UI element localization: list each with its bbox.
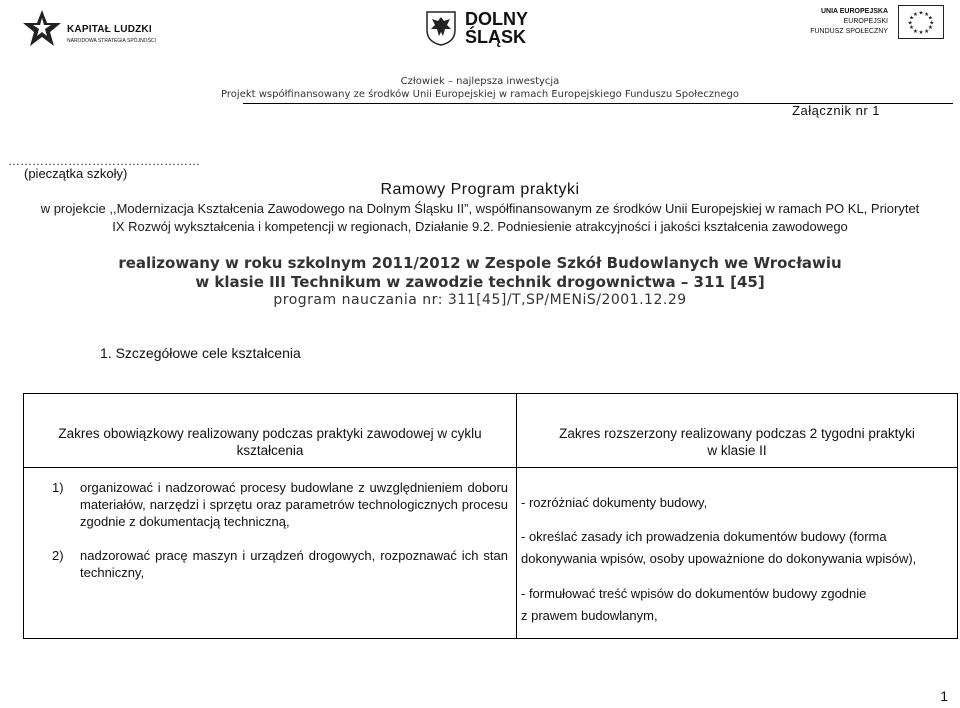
mandatory-cell <box>52 479 508 581</box>
svg-text:★: ★ <box>909 15 915 22</box>
svg-text:★: ★ <box>912 11 918 18</box>
list-item <box>52 479 508 530</box>
svg-text:★: ★ <box>912 28 918 35</box>
attachment-label: Załącznik nr 1 <box>792 103 880 118</box>
extended-item-2: - określać zasady ich prowadzenia dokumentów budowy (forma <box>521 529 887 544</box>
extended-item-3: - formułować treść wpisów do dokumentów budowy zgodnie <box>521 586 867 601</box>
table-header-extended-line2: w klasie II <box>707 443 767 458</box>
project-line-2: IX Rozwój wykształcenia i kompetencji w regionach, Działanie 9.2. Podniesienie atrakcyjności i jakości kształcenia zawodowego <box>112 219 848 234</box>
page-number: 1 <box>940 688 948 704</box>
table-header-mandatory: Zakres obowiązkowy realizowany podczas praktyki zawodowej w cyklu kształcenia <box>58 426 482 458</box>
dolny-slask-logo <box>425 10 545 50</box>
stamp-dots: ………………………………………… <box>8 154 200 168</box>
list-item <box>52 547 508 581</box>
logo-left-line1: KAPITAŁ LUDZKI <box>67 24 152 35</box>
logo-right-line1: UNIA EUROPEJSKA <box>820 8 888 15</box>
document-title: Ramowy Program praktyki <box>380 181 580 198</box>
logo-right-line2: EUROPEJSKI <box>843 18 888 25</box>
extended-item-2-cont: dokonywania wpisów, osoby upoważnione do dokonywania wpisów), <box>521 551 917 566</box>
eagle-crest-icon <box>425 10 457 46</box>
logo-center-line2: ŚLĄSK <box>465 27 527 47</box>
table-header-divider <box>24 467 957 468</box>
project-line-1: w projekcie ,,Modernizacja Kształcenia Zawodowego na Dolnym Śląsku II”, współfinansowanym ze środków Unii Europejskiej w ramach PO KL, Priorytet <box>40 201 920 216</box>
svg-text:★: ★ <box>918 10 924 17</box>
svg-text:★: ★ <box>907 20 913 27</box>
realized-line-1: realizowany w roku szkolnym 2011/2012 w Zespole Szkół Budowlanych we Wrocławiu <box>118 254 842 272</box>
logo-center-line1: DOLNY <box>465 9 528 29</box>
stamp-label: (pieczątka szkoły) <box>24 166 128 181</box>
svg-text:★: ★ <box>924 28 930 35</box>
kapital-ludzki-logo <box>22 8 157 52</box>
section-heading: 1. Szczegółowe cele kształcenia <box>100 345 301 361</box>
unia-europejska-logo <box>810 5 945 41</box>
kapital-ludzki-star-icon <box>22 8 62 48</box>
eu-flag-icon <box>898 5 944 39</box>
svg-text:★: ★ <box>924 11 930 18</box>
list-item-number: 1) <box>52 480 64 495</box>
logo-right-line3: FUNDUSZ SPOŁECZNY <box>810 28 888 35</box>
svg-text:★: ★ <box>927 25 933 32</box>
svg-text:★: ★ <box>927 15 933 22</box>
realized-line-2: w klasie III Technikum w zawodzie technik drogownictwa – 311 [45] <box>195 273 765 291</box>
svg-text:★: ★ <box>929 20 935 27</box>
list-item-text: organizować i nadzorować procesy budowlane z uwzględnieniem doboru materiałów, narzędzi i sprzętu oraz parametrów technologicznych procesu zgodnie z dokumentacją techniczną, <box>80 480 508 529</box>
list-item-text: nadzorować pracę maszyn i urządzeń drogowych, rozpoznawać ich stan techniczny, <box>80 548 508 580</box>
table-header-extended-line1: Zakres rozszerzony realizowany podczas 2 tygodni praktyki <box>559 426 915 441</box>
subtitle-project: Projekt współfinansowany ze środków Unii Europejskiej w ramach Europejskiego Funduszu Społecznego <box>221 89 739 100</box>
extended-item-3-cont: z prawem budowlanym, <box>521 608 658 623</box>
extended-item-1: - rozróżniać dokumenty budowy, <box>521 495 708 510</box>
table-header-extended <box>526 425 948 459</box>
logo-left-line2: NARODOWA STRATEGIA SPÓJNOŚCI <box>67 38 156 44</box>
logo-right-text <box>810 7 888 37</box>
subtitle-motto: Człowiek – najlepsza inwestycja <box>400 76 560 87</box>
objectives-table <box>23 393 958 639</box>
list-item-number: 2) <box>52 548 64 563</box>
program-line: program nauczania nr: 311[45]/T,SP/MENiS/2001.12.29 <box>273 292 687 308</box>
table-column-divider <box>516 394 517 638</box>
svg-text:★: ★ <box>909 25 915 32</box>
svg-text:★: ★ <box>918 30 924 37</box>
